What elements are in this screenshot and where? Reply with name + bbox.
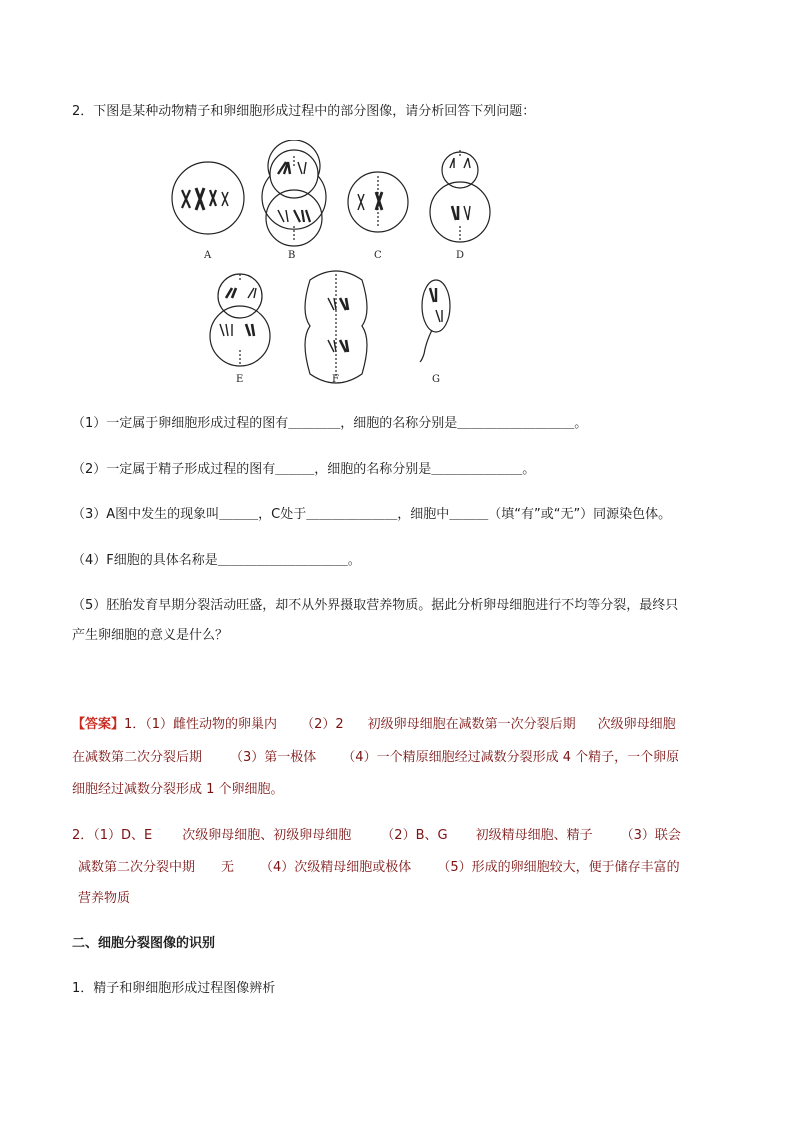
answer-1-part: （2）2 xyxy=(301,717,344,732)
cell-b xyxy=(262,140,326,261)
answer-2-line-3: 营养物质 xyxy=(78,891,131,906)
question-3: （3）A图中发生的现象叫＿＿＿，C处于＿＿＿＿＿＿＿，细胞中＿＿＿（填“有”或“无”）同源染色体。 xyxy=(72,507,672,522)
label-b: B xyxy=(288,250,296,261)
answer-2-part: 次级卵母细胞、初级卵母细胞 xyxy=(182,828,352,843)
label-a: A xyxy=(204,250,212,261)
answer-1-part: 在减数第二次分裂后期 xyxy=(72,750,203,765)
label-f: F xyxy=(332,374,339,385)
label-d: D xyxy=(456,250,465,261)
question-4: （4）F细胞的具体名称是＿＿＿＿＿＿＿＿＿＿。 xyxy=(72,553,361,568)
answer-1-part: 初级卵母细胞在减数第一次分裂后期 xyxy=(367,717,576,732)
question-intro: 2．下图是某种动物精子和卵细胞形成过程中的部分图像，请分析回答下列问题： xyxy=(72,104,536,119)
answer-2-part: （5）形成的卵细胞较大，便于储存丰富的 xyxy=(437,860,680,875)
cell-e xyxy=(210,274,270,385)
answer-tag: 【答案】 xyxy=(72,717,125,732)
answer-2-part: 无 xyxy=(221,860,235,875)
answer-2-part: 初级精母细胞、精子 xyxy=(475,828,593,843)
answer-2-part: （4）次级精母细胞或极体 xyxy=(260,860,412,875)
cell-d xyxy=(430,150,490,261)
label-e: E xyxy=(236,374,244,385)
question-5-line-2: 产生卵细胞的意义是什么？ xyxy=(72,628,229,643)
answer-1-part: 1．（1）雌性动物的卵巢内 xyxy=(124,717,278,732)
answer-2-part: 减数第二次分裂中期 xyxy=(78,860,196,875)
cell-g xyxy=(420,280,450,385)
question-5-line-1: （5）胚胎发育早期分裂活动旺盛，却不从外界摄取营养物质。据此分析卵母细胞进行不均等分裂，最终只 xyxy=(72,598,679,613)
question-2: （2）一定属于精子形成过程的图有＿＿＿，细胞的名称分别是＿＿＿＿＿＿＿。 xyxy=(72,462,536,477)
cell-f xyxy=(305,271,367,385)
answer-2-part: （2）B、G xyxy=(381,828,448,843)
answer-1-line-1 xyxy=(72,715,676,735)
cell-c xyxy=(348,172,408,261)
answer-1-line-3: 细胞经过减数分裂形成 1 个卵细胞。 xyxy=(72,782,284,797)
answer-2-part: 2．（1）D、E xyxy=(72,828,153,843)
label-g: G xyxy=(432,374,440,385)
section-heading: 二、细胞分裂图像的识别 xyxy=(72,936,216,951)
section-subheading: 1．精子和卵细胞形成过程图像辨析 xyxy=(72,981,276,996)
answer-1-part: （4）一个精原细胞经过减数分裂形成 4 个精子，一个卵原 xyxy=(342,750,680,765)
answer-2-line-1 xyxy=(72,826,681,846)
answer-2-part: （3）联会 xyxy=(620,828,681,843)
label-c: C xyxy=(374,250,382,261)
answer-1-part: 次级卵母细胞 xyxy=(597,717,676,732)
answer-1-line-2 xyxy=(72,748,679,768)
question-1: （1）一定属于卵细胞形成过程的图有＿＿＿＿，细胞的名称分别是＿＿＿＿＿＿＿＿＿。 xyxy=(72,416,588,431)
answer-1-part: （3）第一极体 xyxy=(230,750,317,765)
answer-2-line-2 xyxy=(78,858,680,878)
cell-a xyxy=(172,162,244,261)
cell-division-figure xyxy=(160,140,500,390)
